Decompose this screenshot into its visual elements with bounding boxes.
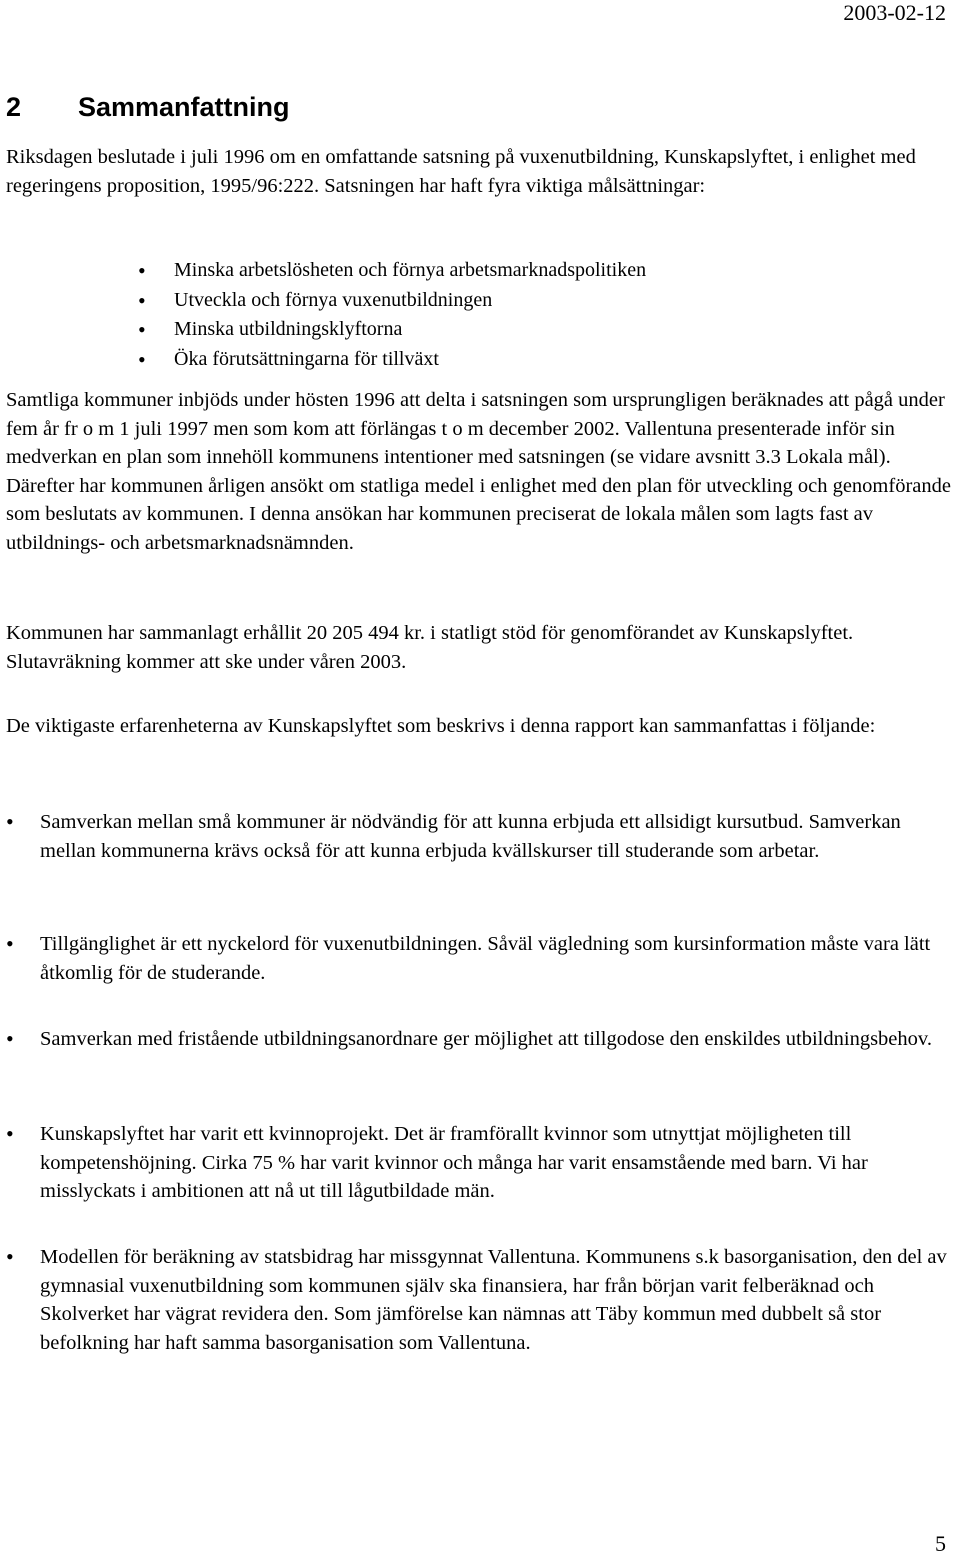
bullet-icon: • — [6, 1244, 14, 1269]
bullet-icon: • — [6, 1121, 14, 1146]
experience-item — [6, 1025, 960, 1054]
experience-text: Samverkan mellan små kommuner är nödvändig för att kunna erbjuda ett allsidigt kursutbud. Samverkan mellan kommunerna krävs också för att kunna erbjuda kvällskurser till studerande som arbetar. — [40, 811, 901, 862]
goal-item: • Öka förutsättningarna för tillväxt — [138, 345, 646, 375]
section-number: 2 — [6, 92, 22, 122]
document-date: 2003-02-12 — [843, 0, 946, 25]
experience-item — [6, 1243, 960, 1357]
bullet-icon: • — [6, 1026, 14, 1051]
experience-item — [6, 808, 960, 865]
page-number: 5 — [935, 1531, 946, 1556]
experience-item — [6, 930, 960, 987]
experiences-intro-paragraph: De viktigaste erfarenheterna av Kunskapslyftet som beskrivs i denna rapport kan sammanfattas i följande: — [6, 715, 876, 737]
experience-text: Modellen för beräkning av statsbidrag har missgynnat Vallentuna. Kommunens s.k basorganisation, den del av gymnasial vuxenutbildning som kommunen själv ska finansiera, har från början varit felberäknad och Skolverket har vägrat revidera den. Som jämförelse kan nämnas att Täby kommun med dubbelt så stor befolkning har haft samma basorganisation som Vallentuna. — [40, 1246, 947, 1354]
intro-paragraph: Riksdagen beslutade i juli 1996 om en omfattande satsning på vuxenutbildning, Kunskapslyftet, i enlighet med regeringens proposition, 1995/96:222. Satsningen har haft fyra viktiga målsättningar: — [6, 146, 916, 197]
experience-text: Kunskapslyftet har varit ett kvinnoprojekt. Det är framförallt kvinnor som utnyttjat möjligheten till kompetenshöjning. Cirka 75 % har varit kvinnor och många har varit ensamstående med barn. Vi har misslyckats i ambitionen att nå ut till lågutbildade män. — [40, 1123, 868, 1203]
bullet-icon: • — [6, 809, 14, 834]
goal-item: • Utveckla och förnya vuxenutbildningen — [138, 286, 646, 316]
participation-paragraph: Samtliga kommuner inbjöds under hösten 1996 att delta i satsningen som ursprungligen beräknades att pågå under fem år fr o m 1 juli 1997 men som kom att förlängas t o m december 2002. Vallentuna presenterade inför sin medverkan en plan som innehöll kommunens intentioner med satsningen (se vidare avsnitt 3.3 Lokala mål). Därefter har kommunen årligen ansökt om statliga medel i enlighet med den plan för utveckling och genomförande som beslutats av kommunen. I denna ansökan har kommunen preciserat de lokala målen som lagts fast av utbildnings- och arbetsmarknadsnämnden. — [6, 389, 951, 554]
experience-item — [6, 1120, 960, 1206]
goal-item: • Minska arbetslösheten och förnya arbetsmarknadspolitiken — [138, 256, 646, 286]
section-title: Sammanfattning — [78, 92, 290, 122]
experience-text: Samverkan med fristående utbildningsanordnare ger möjlighet att tillgodose den enskildes utbildningsbehov. — [40, 1028, 932, 1050]
section-heading — [6, 90, 290, 124]
goals-list — [138, 256, 646, 374]
bullet-icon: • — [6, 931, 14, 956]
experience-text: Tillgänglighet är ett nyckelord för vuxenutbildningen. Såväl vägledning som kursinformation måste vara lätt åtkomlig för de studerande. — [40, 933, 931, 984]
funding-paragraph: Kommunen har sammanlagt erhållit 20 205 494 kr. i statligt stöd för genomförandet av Kunskapslyftet. Slutavräkning kommer att ske under våren 2003. — [6, 622, 854, 673]
goal-item: • Minska utbildningsklyftorna — [138, 315, 646, 345]
